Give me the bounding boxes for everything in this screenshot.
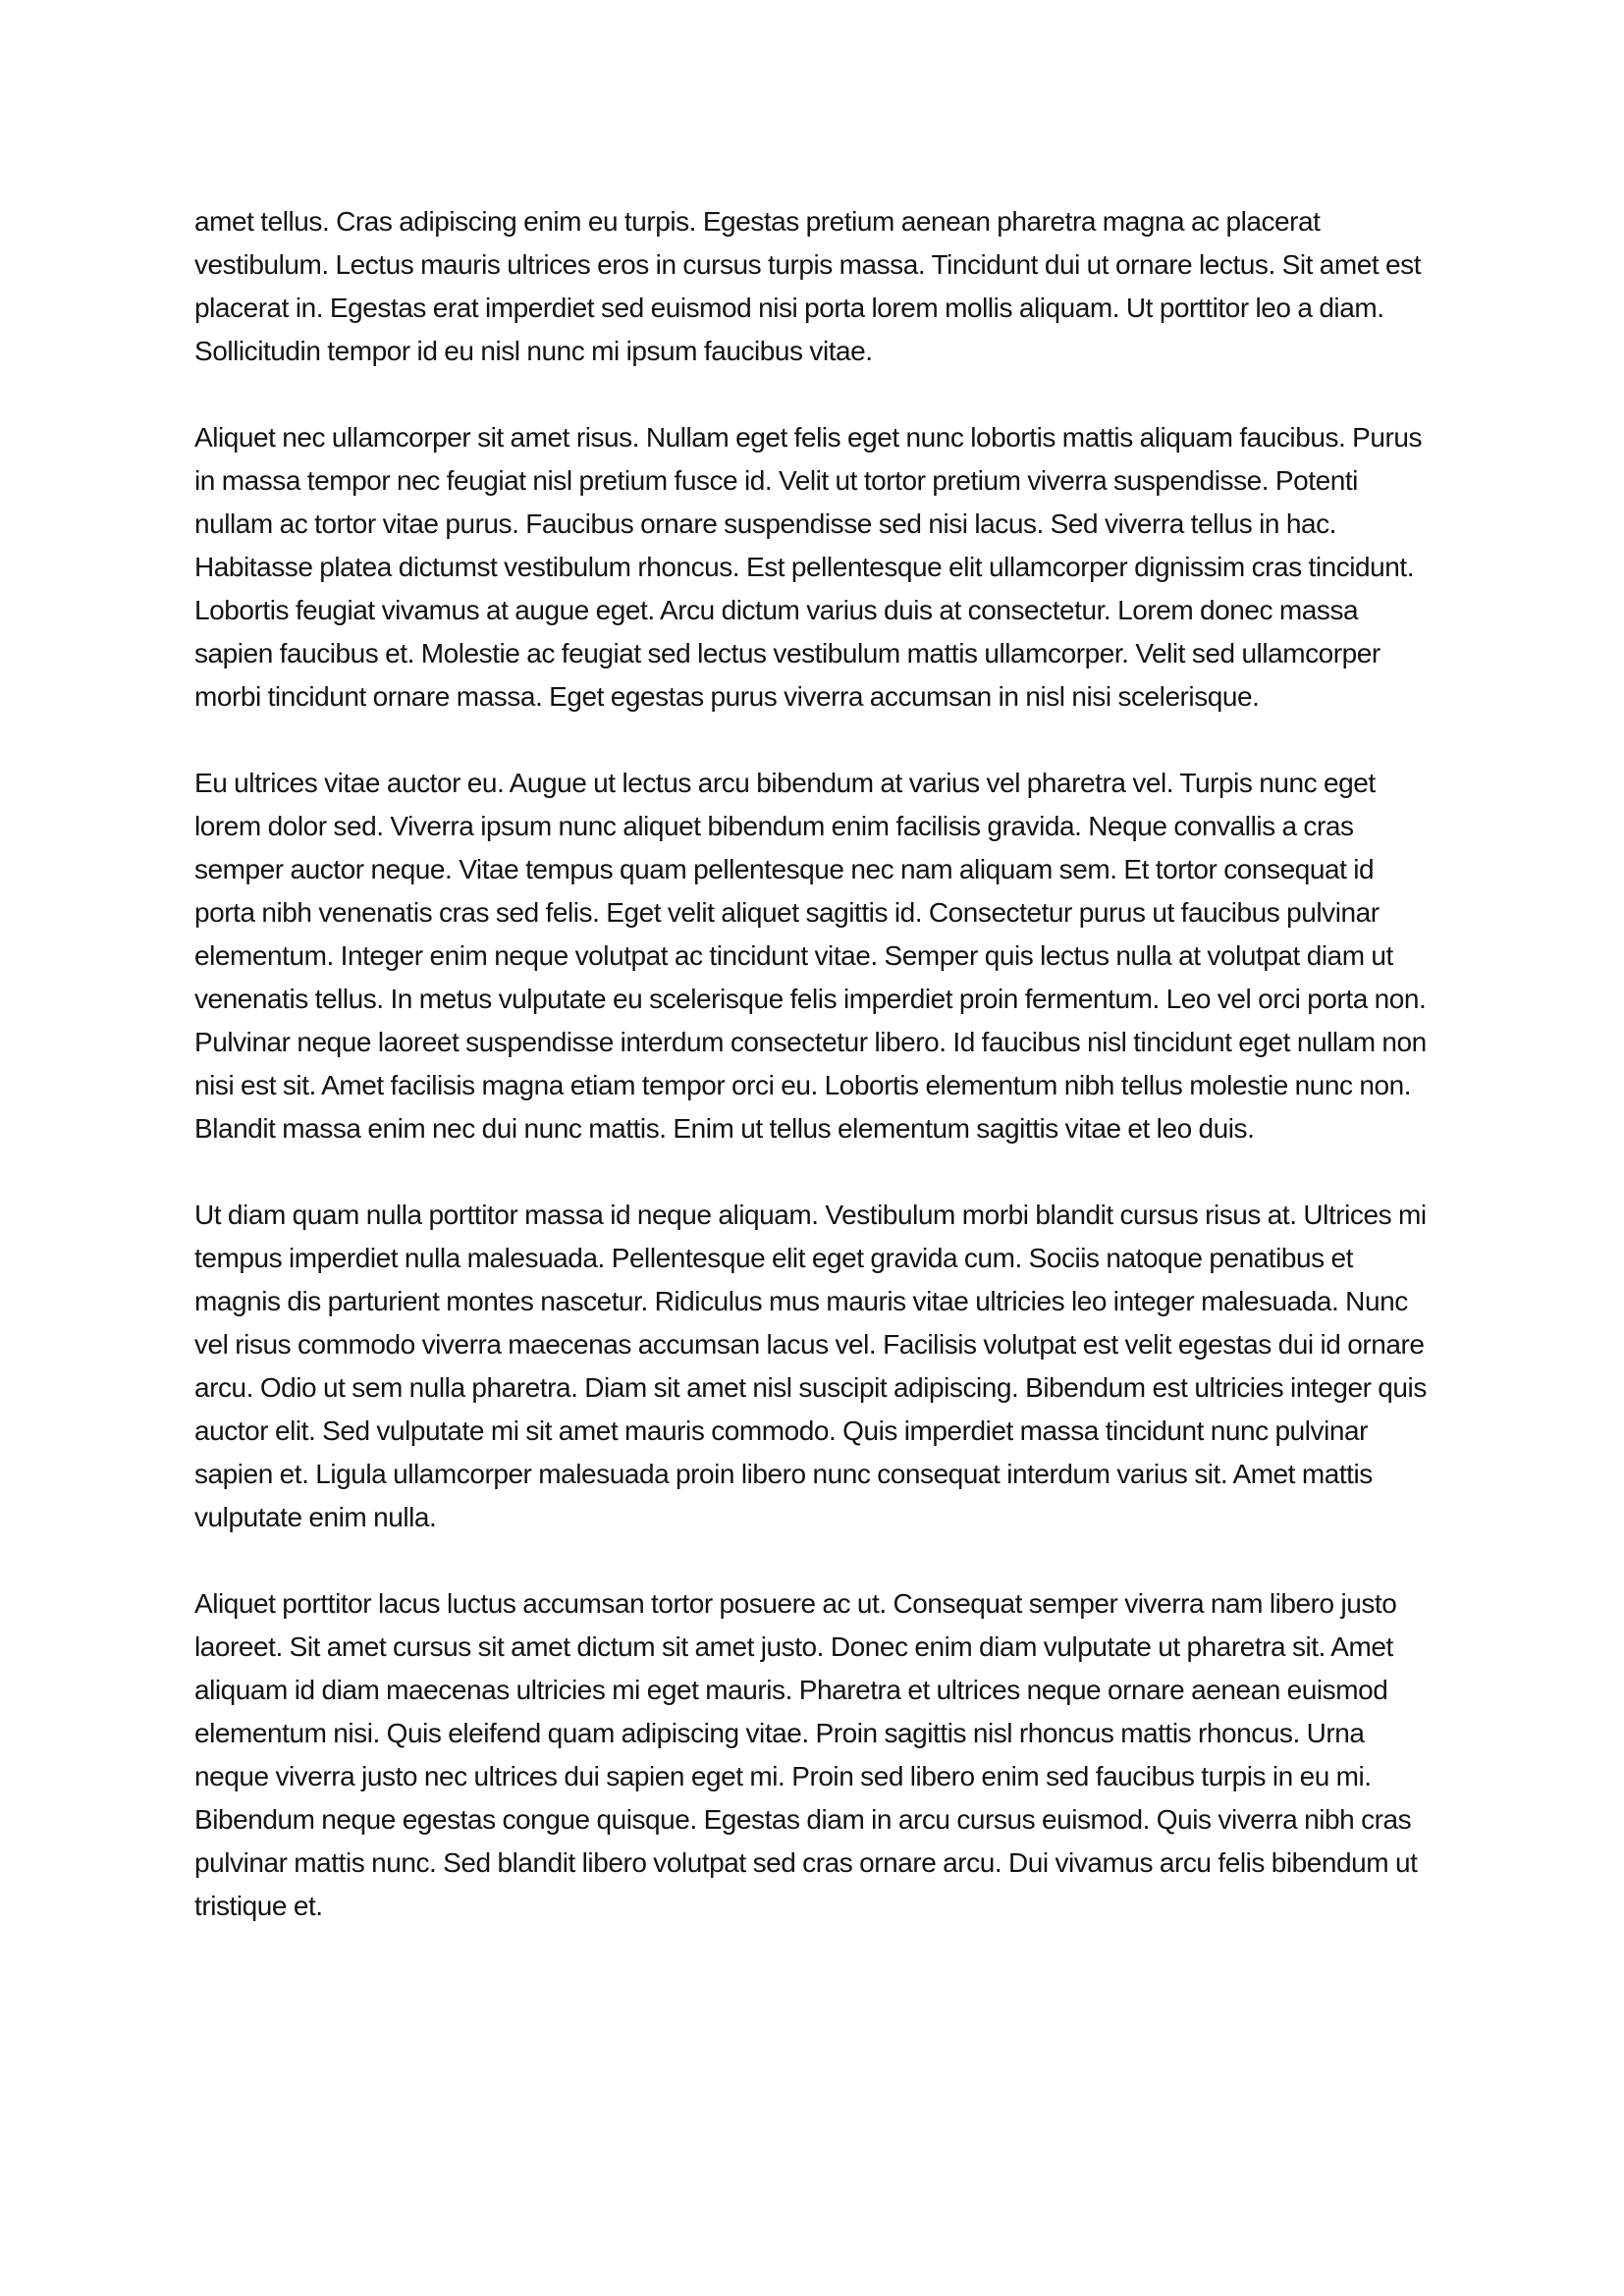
body-paragraph: Aliquet porttitor lacus luctus accumsan tortor posuere ac ut. Consequat semper viverra nam libero justo laoreet. Sit amet cursus sit amet dictum sit amet justo. Donec enim diam vulputate ut pharetra sit. Amet aliquam id diam maecenas ultricies mi eget mauris. Pharetra et ultrices neque ornare aenean euismod elementum nisi. Quis eleifend quam adipiscing vitae. Proin sagittis nisl rhoncus mattis rhoncus. Urna neque viverra justo nec ultrices dui sapien eget mi. Proin sed libero enim sed faucibus turpis in eu mi. Bibendum neque egestas congue quisque. Egestas diam in arcu cursus euismod. Quis viverra nibh cras pulvinar mattis nunc. Sed blandit libero volutpat sed cras ornare arcu. Dui vivamus arcu felis bibendum ut tristique et.	[194, 1588, 1418, 1921]
body-paragraph: amet tellus. Cras adipiscing enim eu turpis. Egestas pretium aenean pharetra magna ac placerat vestibulum. Lectus mauris ultrices eros in cursus turpis massa. Tincidunt dui ut ornare lectus. Sit amet est placerat in. Egestas erat imperdiet sed euismod nisi porta lorem mollis aliquam. Ut porttitor leo a diam. Sollicitudin tempor id eu nisl nunc mi ipsum faucibus vitae.	[194, 206, 1422, 366]
body-paragraph: Ut diam quam nulla porttitor massa id neque aliquam. Vestibulum morbi blandit cursus risus at. Ultrices mi tempus imperdiet nulla malesuada. Pellentesque elit eget gravida cum. Sociis natoque penatibus et magnis dis parturient montes nascetur. Ridiculus mus mauris vitae ultricies leo integer malesuada. Nunc vel risus commodo viverra maecenas accumsan lacus vel. Facilisis volutpat est velit egestas dui id ornare arcu. Odio ut sem nulla pharetra. Diam sit amet nisl suscipit adipiscing. Bibendum est ultricies integer quis auctor elit. Sed vulputate mi sit amet mauris commodo. Quis imperdiet massa tincidunt nunc pulvinar sapien et. Ligula ullamcorper malesuada proin libero nunc consequat interdum varius sit. Amet mattis vulputate enim nulla.	[194, 1200, 1427, 1532]
body-paragraph: Eu ultrices vitae auctor eu. Augue ut lectus arcu bibendum at varius vel pharetra vel. Turpis nunc eget lorem dolor sed. Viverra ipsum nunc aliquet bibendum enim facilisis gravida. Neque convallis a cras semper auctor neque. Vitae tempus quam pellentesque nec nam aliquam sem. Et tortor consequat id porta nibh venenatis cras sed felis. Eget velit aliquet sagittis id. Consectetur purus ut faucibus pulvinar elementum. Integer enim neque volutpat ac tincidunt vitae. Semper quis lectus nulla at volutpat diam ut venenatis tellus. In metus vulputate eu scelerisque felis imperdiet proin fermentum. Leo vel orci porta non. Pulvinar neque laoreet suspendisse interdum consectetur libero. Id faucibus nisl tincidunt eget nullam non nisi est sit. Amet facilisis magna etiam tempor orci eu. Lobortis elementum nibh tellus molestie nunc non. Blandit massa enim nec dui nunc mattis. Enim ut tellus elementum sagittis vitae et leo duis.	[194, 768, 1427, 1144]
body-paragraph: Aliquet nec ullamcorper sit amet risus. Nullam eget felis eget nunc lobortis mattis aliquam faucibus. Purus in massa tempor nec feugiat nisl pretium fusce id. Velit ut tortor pretium viverra suspendisse. Potenti nullam ac tortor vitae purus. Faucibus ornare suspendisse sed nisi lacus. Sed viverra tellus in hac. Habitasse platea dictumst vestibulum rhoncus. Est pellentesque elit ullamcorper dignissim cras tincidunt. Lobortis feugiat vivamus at augue eget. Arcu dictum varius duis at consectetur. Lorem donec massa sapien faucibus et. Molestie ac feugiat sed lectus vestibulum mattis ullamcorper. Velit sed ullamcorper morbi tincidunt ornare massa. Eget egestas purus viverra accumsan in nisl nisi scelerisque.	[194, 422, 1423, 712]
